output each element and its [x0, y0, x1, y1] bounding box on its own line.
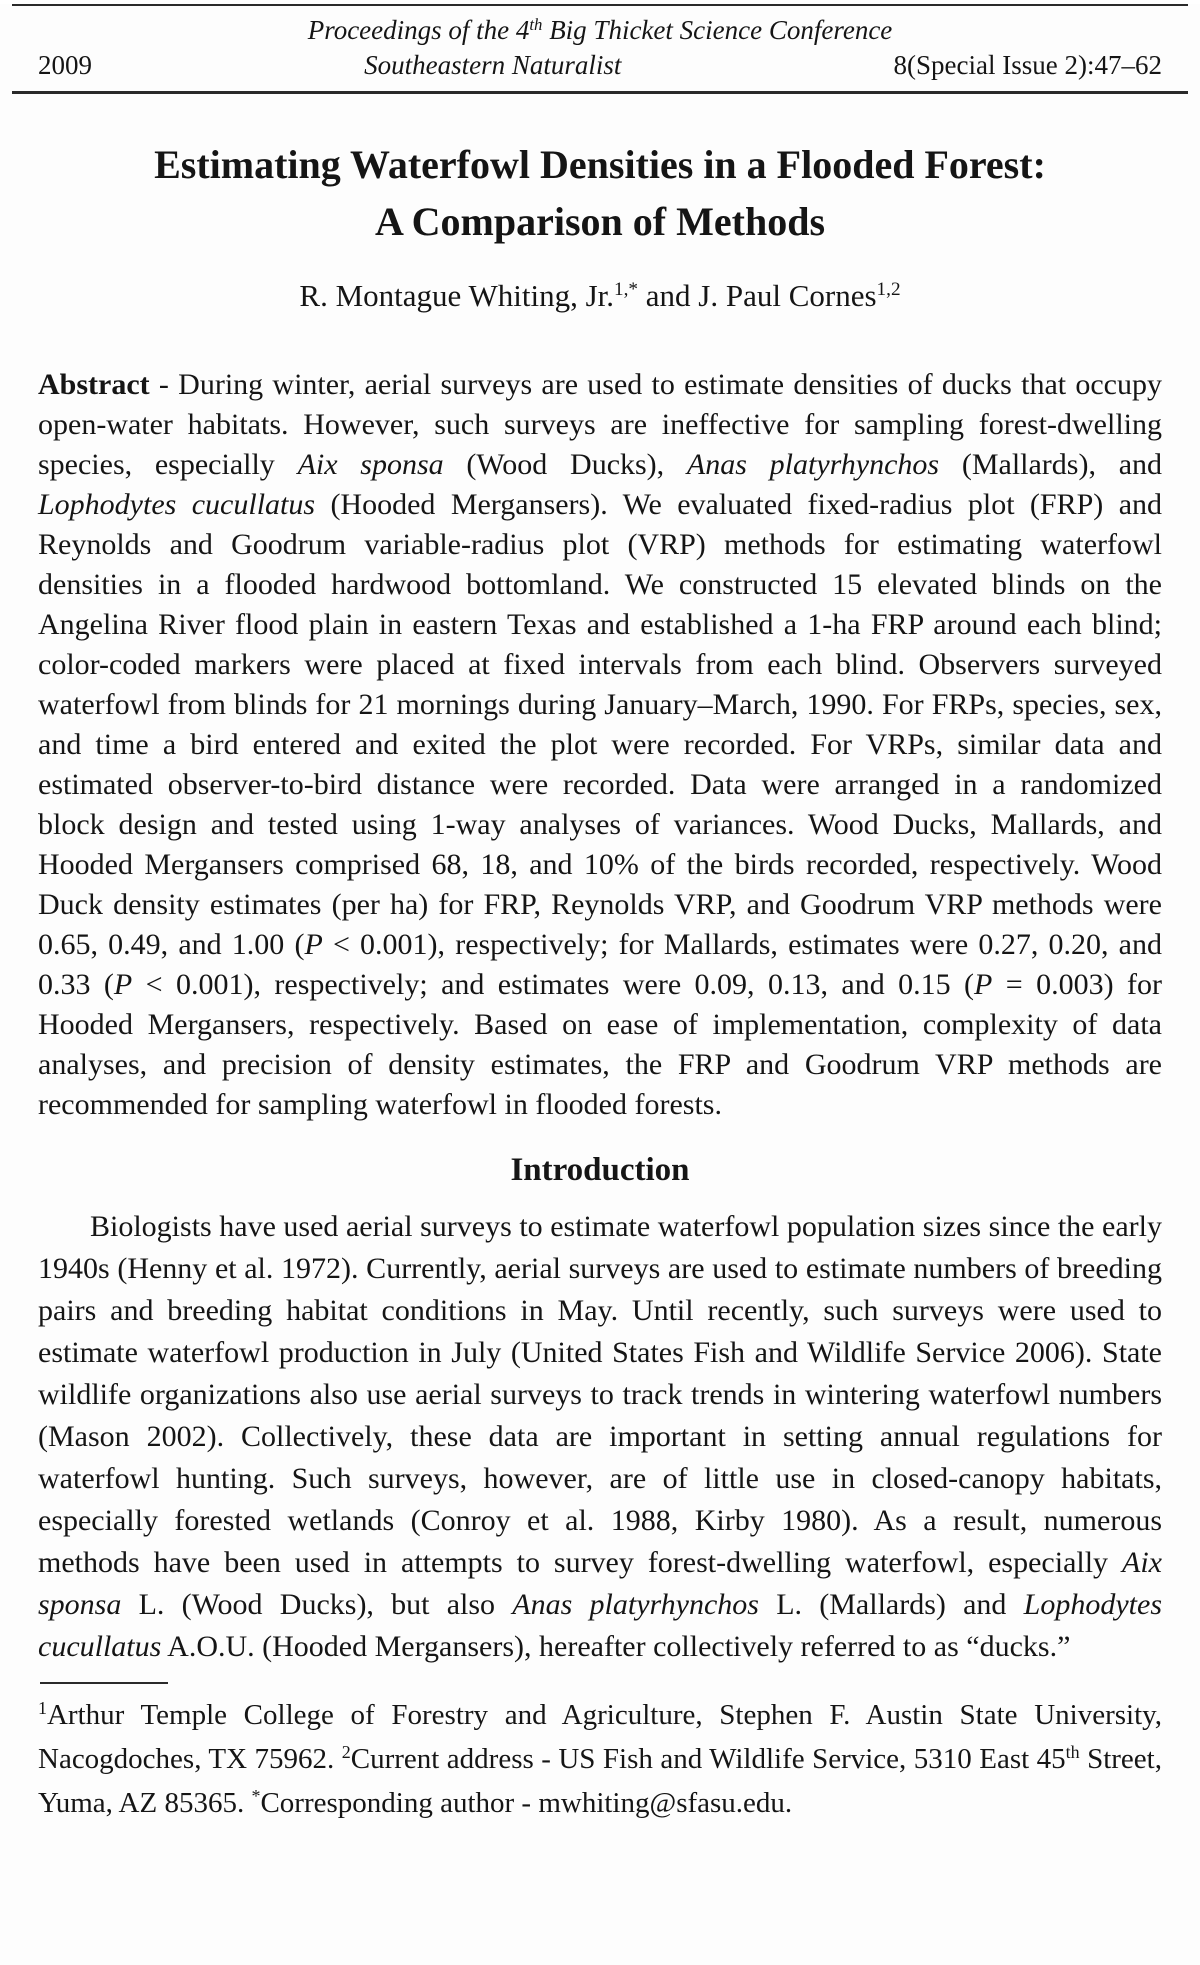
- article-title-line2: A Comparison of Methods: [374, 199, 826, 244]
- proceedings-title: Proceedings of the 4th Big Thicket Science Conference: [307, 14, 893, 45]
- journal-line: [38, 48, 1162, 82]
- header-rule-bottom: [12, 91, 1188, 94]
- section-heading-introduction: Introduction: [510, 1152, 690, 1188]
- volume-pages-citation: 8(Special Issue 2):47–62: [893, 50, 1162, 80]
- header-rule-top: [12, 4, 1188, 6]
- journal-header: [0, 13, 1200, 82]
- introduction-paragraph: Biologists have used aerial surveys to estimate waterfowl population sizes since the early 1940s (Henny et al. 1972). Currently, aerial surveys are used to estimate numbers of breeding pairs and breeding habitat conditions in May. Until recently, such surveys were used to estimate waterfowl production in July (United States Fish and Wildlife Service 2006). State wildlife organizations also use aerial surveys to track trends in wintering waterfowl numbers (Mason 2002). Collectively, these data are important in setting annual regulations for waterfowl hunting. Such surveys, however, are of little use in closed-canopy habitats, especially forested wetlands (Conroy et al. 1988, Kirby 1980). As a result, numerous methods have been used in attempts to survey forest-dwelling waterfowl, especially Aix sponsa L. (Wood Ducks), but also Anas platyrhynchos L. (Mallards) and Lophodytes cucullatus A.O.U. (Hooded Mergansers), hereafter collectively referred to as “ducks.”: [38, 1210, 1162, 1663]
- abstract-paragraph: Abstract - During winter, aerial surveys are used to estimate densities of ducks that occupy open-water habitats. However, such surveys are ineffective for sampling forest-dwelling species, especially Aix sponsa (Wood Ducks), Anas platyrhynchos (Mallards), and Lophodytes cucullatus (Hooded Mergansers). We evaluated fixed-radius plot (FRP) and Reynolds and Goodrum variable-radius plot (VRP) methods for estimating waterfowl densities in a flooded hardwood bottomland. We constructed 15 elevated blinds on the Angelina River flood plain in eastern Texas and established a 1-ha FRP around each blind; color-coded markers were placed at fixed intervals from each blind. Observers surveyed waterfowl from blinds for 21 mornings during January–March, 1990. For FRPs, species, sex, and time a bird entered and exited the plot were recorded. For VRPs, similar data and estimated observer-to-bird distance were recorded. Data were arranged in a randomized block design and tested using 1-way analyses of variances. Wood Ducks, Mallards, and Hooded Mergansers comprised 68, 18, and 10% of the birds recorded, respectively. Wood Duck density estimates (per ha) for FRP, Reynolds VRP, and Goodrum VRP methods were 0.65, 0.49, and 1.00 (P < 0.001), respectively; for Mallards, estimates were 0.27, 0.20, and 0.33 (P < 0.001), respectively; and estimates were 0.09, 0.13, and 0.15 (P = 0.003) for Hooded Mergansers, respectively. Based on ease of implementation, complexity of data analyses, and precision of density estimates, the FRP and Goodrum VRP methods are recommended for sampling waterfowl in flooded forests.: [38, 368, 1163, 1121]
- article-title-line1: Estimating Waterfowl Densities in a Flooded Forest:: [154, 142, 1046, 187]
- paper-page: [0, 4, 1200, 1965]
- journal-name: Southeastern Naturalist: [364, 50, 622, 80]
- footnote-text: $^1$Arthur Temple College of Forestry and Agriculture, Stephen F. Austin State University, Nacogdoches, TX 75962. $^2$Current address - US Fish and Wildlife Service, 5310 East 45th Street, Yuma, AZ 85365. *Corresponding author - mwhiting@sfasu.edu.: [38, 1698, 1162, 1819]
- article-title: [0, 136, 1200, 250]
- publication-year: 2009: [38, 50, 92, 80]
- footnote-separator-rule: [40, 1682, 168, 1684]
- authors-line: R. Montague Whiting, Jr.$^{1,*}$ and J. Paul Cornes$^{1,2}$: [299, 278, 901, 313]
